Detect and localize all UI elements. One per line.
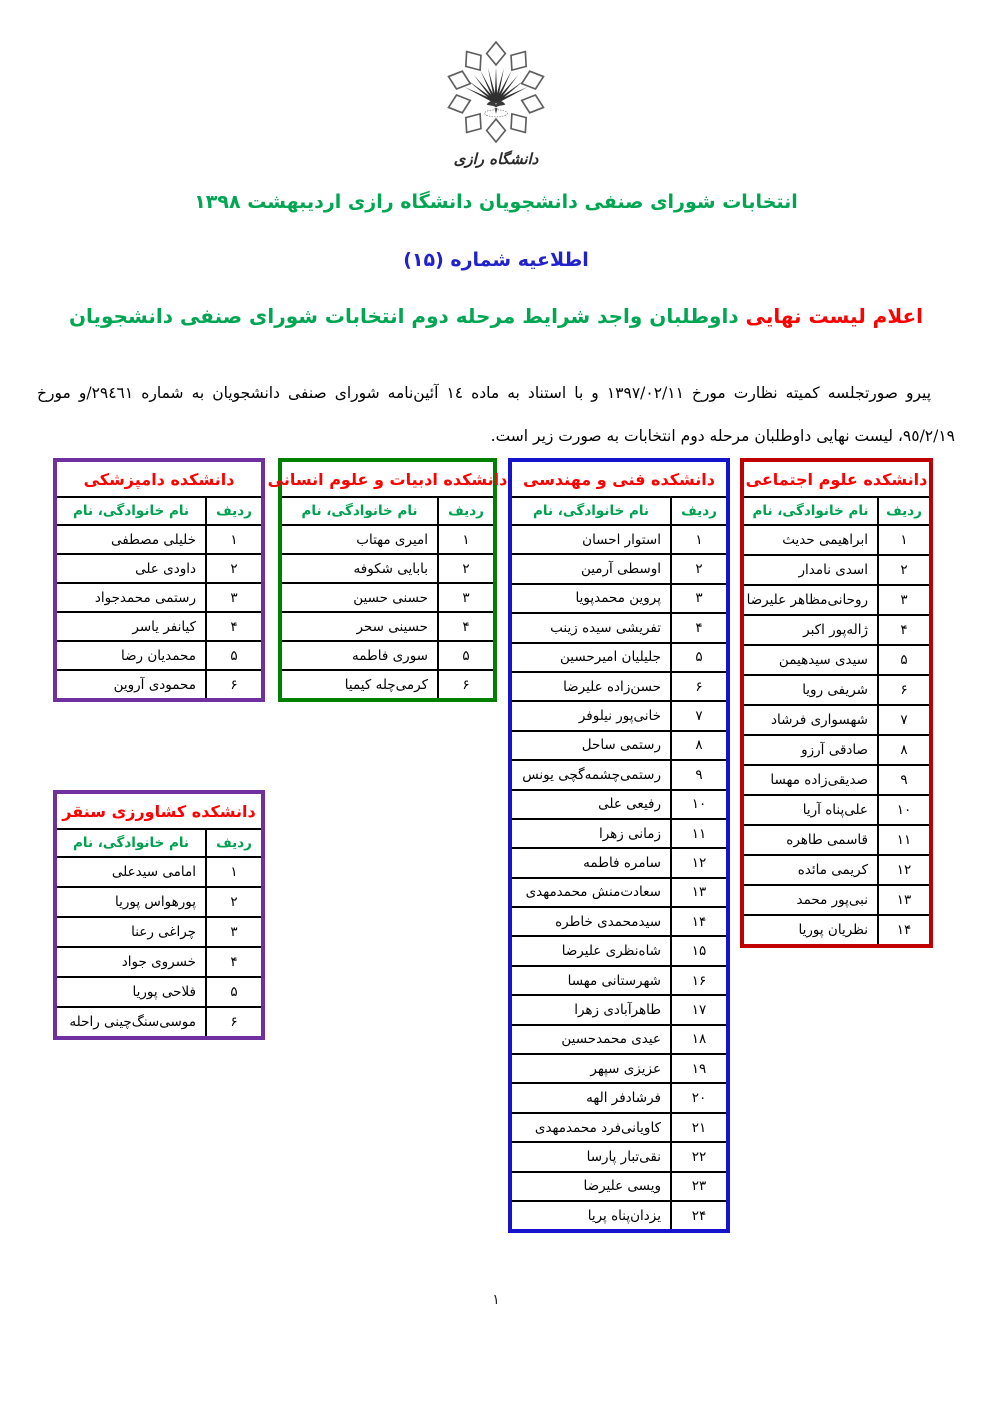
candidate-name-cell: ژاله‌پور اکبر xyxy=(744,616,877,646)
candidate-name-cell: جلیلیان امیرحسین xyxy=(512,644,670,673)
row-number-cell: ۳ xyxy=(205,584,261,613)
row-number-cell: ۲۱ xyxy=(670,1114,726,1143)
row-number-cell: ۸ xyxy=(670,732,726,761)
candidate-name-cell: ویسی علیرضا xyxy=(512,1173,670,1202)
logo-block xyxy=(0,40,992,168)
candidate-name-cell: حسنی حسین xyxy=(282,584,437,613)
row-number-cell: ۳ xyxy=(877,586,929,616)
row-number-cell: ۲ xyxy=(670,555,726,584)
table-agriculture-sonqor xyxy=(53,790,265,1040)
faculty-table-title: دانشکده کشاورزی سنقر xyxy=(57,794,261,830)
title-final-list-green: داوطلبان واجد شرایط مرحله دوم انتخابات شورای صنفی دانشجویان xyxy=(68,304,739,328)
candidate-name-cell: کیانفر یاسر xyxy=(57,613,205,642)
table-engineering xyxy=(508,458,730,1233)
row-number-cell: ۴ xyxy=(205,948,261,978)
candidate-name-cell: صادقی آرزو xyxy=(744,736,877,766)
candidate-name-cell: علی‌پناه آریا xyxy=(744,796,877,826)
row-number-cell: ۳ xyxy=(670,585,726,614)
row-number-cell: ۱۱ xyxy=(670,820,726,849)
row-number-cell: ۱۹ xyxy=(670,1055,726,1084)
faculty-table-title: دانشکده علوم اجتماعی xyxy=(744,462,929,498)
table-veterinary xyxy=(53,458,265,702)
logo-caption: دانشگاه رازی xyxy=(453,150,539,168)
candidate-name-cell: سعادت‌منش محمدمهدی xyxy=(512,879,670,908)
candidate-name-cell: استوار احسان xyxy=(512,526,670,555)
row-number-cell: ۴ xyxy=(437,613,493,642)
candidate-name-cell: خسروی جواد xyxy=(57,948,205,978)
row-number-cell: ۶ xyxy=(437,671,493,698)
candidate-name-cell: شهسواری فرشاد xyxy=(744,706,877,736)
row-number-cell: ۲ xyxy=(205,555,261,584)
row-number-cell: ۱۰ xyxy=(877,796,929,826)
candidate-name-cell: صدیقی‌زاده مهسا xyxy=(744,766,877,796)
row-number-cell: ۲ xyxy=(205,888,261,918)
row-number-cell: ۲۴ xyxy=(670,1202,726,1229)
row-number-cell: ۵ xyxy=(877,646,929,676)
candidate-name-cell: رستمی محمدجواد xyxy=(57,584,205,613)
candidate-name-cell: نظریان پوریا xyxy=(798,922,868,938)
row-number-cell: ۵ xyxy=(670,644,726,673)
faculty-table-title: دانشکده ادبیات و علوم انسانی xyxy=(282,462,493,498)
title-notice-number: اطلاعیه شماره (۱۵) xyxy=(403,249,589,271)
candidate-name-cell: شهرستانی مهسا xyxy=(512,967,670,996)
row-number-cell: ۴ xyxy=(205,613,261,642)
rank-column-header: ردیف xyxy=(205,498,261,526)
university-logo-icon xyxy=(444,40,548,144)
candidate-name-cell: شریفی رویا xyxy=(744,676,877,706)
candidate-name-cell: کریمی مائده xyxy=(744,856,877,886)
candidate-name-cell: رستمی ساحل xyxy=(512,732,670,761)
candidate-name-cell: کاویانی‌فرد محمدمهدی xyxy=(512,1114,670,1143)
row-number-cell: ۸ xyxy=(877,736,929,766)
candidate-name-cell: موسی‌سنگ‌چینی راحله xyxy=(69,1014,196,1030)
candidate-name-cell: شاه‌نظری علیرضا xyxy=(512,937,670,966)
candidate-name-cell: رستمی‌چشمه‌گچی یونس xyxy=(512,761,670,790)
faculty-table-grid xyxy=(57,830,261,1036)
title-election: انتخابات شورای صنفی دانشجویان دانشگاه رازی اردیبهشت ۱۳۹۸ xyxy=(194,191,798,213)
row-number-cell: ۶ xyxy=(205,671,261,698)
row-number-cell: ۶ xyxy=(670,673,726,702)
row-number-cell: ۲ xyxy=(437,555,493,584)
candidate-name-cell: اوسطی آرمین xyxy=(512,555,670,584)
rank-column-header: ردیف xyxy=(205,830,261,858)
faculty-table-title: دانشکده فنی و مهندسی xyxy=(512,462,726,498)
rank-column-header: ردیف xyxy=(877,498,929,526)
name-column-header: نام خانوادگی، نام xyxy=(282,498,437,526)
faculty-table-title: دانشکده دامپزشکی xyxy=(57,462,261,498)
candidate-name-cell: چراغی رعنا xyxy=(57,918,205,948)
candidate-name-cell: کرمی‌چله کیمیا xyxy=(344,676,428,693)
title-final-list xyxy=(0,304,992,328)
candidate-name-cell: فلاحی پوریا xyxy=(57,978,205,1008)
row-number-cell: ۷ xyxy=(670,702,726,731)
row-number-cell: ۲۰ xyxy=(670,1084,726,1113)
candidate-name-cell: محمودی آروین xyxy=(113,676,196,693)
faculty-table-grid xyxy=(282,498,493,698)
row-number-cell: ۱۷ xyxy=(670,996,726,1025)
candidate-name-cell: عزیزی سپهر xyxy=(512,1055,670,1084)
row-number-cell: ۱ xyxy=(877,526,929,556)
table-literature-humanities xyxy=(267,458,508,702)
faculty-table-grid xyxy=(744,498,929,944)
candidate-name-cell: سیدی سیدهیمن xyxy=(744,646,877,676)
row-number-cell: ۹ xyxy=(877,766,929,796)
row-number-cell: ۱۵ xyxy=(670,937,726,966)
row-number-cell: ۱۳ xyxy=(877,886,929,916)
candidate-name-cell: زمانی زهرا xyxy=(512,820,670,849)
candidate-name-cell: ابراهیمی حدیث xyxy=(744,526,877,556)
title-final-list-red: اعلام لیست نهایی xyxy=(745,304,924,328)
row-number-cell: ۶ xyxy=(877,676,929,706)
candidate-name-cell: خلیلی مصطفی xyxy=(57,526,205,555)
name-column-header: نام خانوادگی، نام xyxy=(57,830,205,858)
rank-column-header: ردیف xyxy=(670,498,726,526)
candidate-name-cell: رفیعی علی xyxy=(512,791,670,820)
row-number-cell: ۴ xyxy=(877,616,929,646)
row-number-cell: ۱ xyxy=(205,526,261,555)
candidate-name-cell: حسینی سحر xyxy=(282,613,437,642)
row-number-cell: ۵ xyxy=(437,642,493,671)
row-number-cell: ۵ xyxy=(205,978,261,1008)
candidate-name-cell: پورهواس پوریا xyxy=(57,888,205,918)
name-column-header: نام خانوادگی، نام xyxy=(57,498,205,526)
row-number-cell: ۳ xyxy=(437,584,493,613)
row-number-cell: ۱ xyxy=(670,526,726,555)
row-number-cell: ۹ xyxy=(670,761,726,790)
candidate-name-cell: فرشادفر الهه xyxy=(512,1084,670,1113)
candidate-name-cell: عیدی محمدحسین xyxy=(512,1026,670,1055)
candidate-name-cell: حسن‌زاده علیرضا xyxy=(512,673,670,702)
row-number-cell: ۱۴ xyxy=(670,908,726,937)
rank-column-header: ردیف xyxy=(437,498,493,526)
candidate-name-cell: سامره فاطمه xyxy=(512,849,670,878)
candidate-name-cell: نقی‌تبار پارسا xyxy=(512,1143,670,1172)
row-number-cell: ۲ xyxy=(877,556,929,586)
candidate-name-cell: بابایی شکوفه xyxy=(282,555,437,584)
candidate-name-cell: سوری فاطمه xyxy=(282,642,437,671)
candidate-name-cell: روحانی‌مظاهر علیرضا xyxy=(744,586,877,616)
row-number-cell: ۱ xyxy=(205,858,261,888)
candidate-name-cell: پروین محمدپویا xyxy=(512,585,670,614)
candidate-name-cell: تفریشی سیده زینب xyxy=(512,614,670,643)
candidate-name-cell: داودی علی xyxy=(57,555,205,584)
candidate-name-cell: محمدیان رضا xyxy=(57,642,205,671)
candidate-name-cell: قاسمی طاهره xyxy=(744,826,877,856)
row-number-cell: ۲۲ xyxy=(670,1143,726,1172)
row-number-cell: ۱ xyxy=(437,526,493,555)
candidate-name-cell: یزدان‌پناه پریا xyxy=(587,1207,661,1224)
candidate-name-cell: سیدمحمدی خاطره xyxy=(512,908,670,937)
row-number-cell: ۲۳ xyxy=(670,1173,726,1202)
row-number-cell: ۱۴ xyxy=(877,916,929,944)
name-column-header: نام خانوادگی، نام xyxy=(512,498,670,526)
intro-paragraph: پیرو صورتجلسه کمیته نظارت مورخ ١٣٩٧/٠٢/١١ و با استناد به ماده ١٤ آئین‌نامه شورای صنفی دانشجویان به شماره ٢٩٤٦١/و مورخ ٩٥/٢/١٩، لیست نهایی داوطلبان مرحله دوم انتخابات به صورت زیر است. xyxy=(37,383,955,445)
faculty-table-grid xyxy=(57,498,261,698)
row-number-cell: ۱۲ xyxy=(670,849,726,878)
table-social-sciences xyxy=(740,458,933,948)
row-number-cell: ۳ xyxy=(205,918,261,948)
candidate-name-cell: طاهرآبادی زهرا xyxy=(512,996,670,1025)
row-number-cell: ۴ xyxy=(670,614,726,643)
faculty-table-grid xyxy=(512,498,726,1229)
row-number-cell: ۱۲ xyxy=(877,856,929,886)
row-number-cell: ۶ xyxy=(205,1008,261,1036)
candidate-name-cell: امیری مهتاب xyxy=(282,526,437,555)
row-number-cell: ۱۳ xyxy=(670,879,726,908)
row-number-cell: ۱۰ xyxy=(670,791,726,820)
row-number-cell: ۱۶ xyxy=(670,967,726,996)
candidate-name-cell: خانی‌پور نیلوفر xyxy=(512,702,670,731)
name-column-header: نام خانوادگی، نام xyxy=(744,498,877,526)
candidate-name-cell: نبی‌پور محمد xyxy=(744,886,877,916)
candidate-name-cell: امامی سیدعلی xyxy=(57,858,205,888)
row-number-cell: ۱۸ xyxy=(670,1026,726,1055)
candidate-name-cell: اسدی نامدار xyxy=(744,556,877,586)
row-number-cell: ۱۱ xyxy=(877,826,929,856)
page-number: ۱ xyxy=(492,1292,500,1308)
row-number-cell: ۷ xyxy=(877,706,929,736)
row-number-cell: ۵ xyxy=(205,642,261,671)
